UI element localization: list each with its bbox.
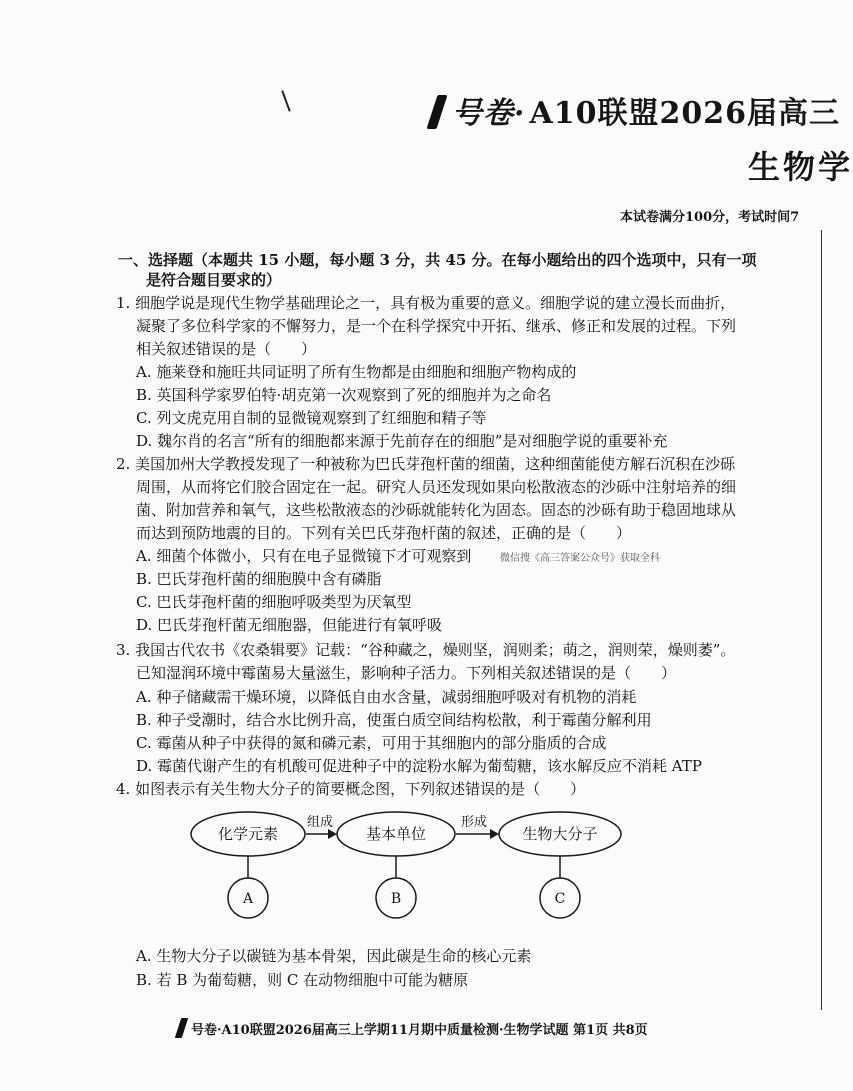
q3-stem: 3. 我国古代农书《农桑辑要》记载：“谷种藏之，燥则坚，润则柔；萌之，润则荣，燥则萎”。 [116, 641, 736, 659]
circle-a-label: A [242, 891, 254, 907]
q2-option-a: A. 细菌个体微小，只有在电子显微镜下才可观察到 [136, 547, 472, 565]
brand-script: 号卷· [452, 96, 526, 131]
arrowhead-2 [490, 829, 499, 839]
section-title-cont: 是符合题目要求的） [146, 271, 282, 289]
q2-stem-2: 周围，从而将它们胶合固定在一起。研究人员还发现如果向松散液态的沙砾中注射培养的细 [136, 478, 737, 496]
q2-option-b: B. 巴氏芽孢杆菌的细胞膜中含有磷脂 [136, 570, 382, 588]
circle-b-label: B [390, 891, 402, 907]
brand-title-text: A10联盟2026届高三 [529, 96, 840, 131]
q1-stem: 1. 细胞学说是现代生物学基础理论之一，具有极为重要的意义。细胞学说的建立漫长而曲折， [116, 294, 736, 312]
q2-option-c: C. 巴氏芽孢杆菌的细胞呼吸类型为厌氧型 [136, 593, 412, 611]
watermark-text: 微信搜《高三答案公众号》获取全科 [500, 553, 660, 564]
q2-stem-4: 而达到预防地震的目的。下列有关巴氏芽孢杆菌的叙述，正确的是（ ） [136, 524, 632, 542]
page-footer [178, 1018, 648, 1038]
q4-option-b: B. 若 B 为葡萄糖，则 C 在动物细胞中可能为糖原 [136, 971, 469, 989]
edge-label-1: 组成 [306, 815, 334, 830]
q2-option-d: D. 巴氏芽孢杆菌无细胞器，但能进行有氧呼吸 [136, 616, 443, 634]
q1-option-d: D. 魏尔肖的名言“所有的细胞都来源于先前存在的细胞”是对细胞学说的重要补充 [136, 432, 668, 450]
q3-stem-2: 已知湿润环境中霉菌易大量滋生，影响种子活力。下列相关叙述错误的是（ ） [136, 664, 677, 682]
section-title: 一、选择题（本题共 15 小题，每小题 3 分，共 45 分。在每小题给出的四个选项中，只有一项 [118, 251, 757, 269]
q4-stem: 4. 如图表示有关生物大分子的简要概念图，下列叙述错误的是（ ） [116, 780, 586, 798]
q1-option-a: A. 施莱登和施旺共同证明了所有生物都是由细胞和细胞产物构成的 [136, 363, 577, 381]
circle-c-label: C [554, 891, 566, 907]
q3-option-c: C. 霉菌从种子中获得的氮和磷元素，可用于其细胞内的部分脂质的合成 [136, 734, 607, 752]
q1-option-c: C. 列文虎克用自制的显微镜观察到了红细胞和精子等 [136, 409, 487, 427]
subject-title: 生物学 [748, 148, 853, 186]
edge-label-2: 形成 [460, 815, 488, 830]
footer-text: 号卷·A10联盟2026届高三上学期11月期中质量检测·生物学试题 第1页 共8页 [191, 1023, 648, 1038]
node-basic-units-label: 基本单位 [365, 825, 427, 843]
arrowhead-1 [328, 829, 337, 839]
q1-option-b: B. 英国科学家罗伯特·胡克第一次观察到了死的细胞并为之命名 [136, 386, 552, 404]
node-chemical-elements-label: 化学元素 [217, 825, 279, 843]
q2-stem: 2. 美国加州大学教授发现了一种被称为巴氏芽孢杆菌的细菌，这种细菌能使方解石沉积在沙砾 [116, 455, 736, 473]
node-macromolecule-label: 生物大分子 [522, 825, 598, 843]
exam-info: 本试卷满分100分，考试时间7 [620, 210, 800, 225]
q2-stem-3: 菌、附加营养和氧气，这些松散液态的沙砾就能转化为固态。固态的沙砾有助于稳固地球从 [136, 501, 737, 519]
q4-option-a: A. 生物大分子以碳链为基本骨架，因此碳是生命的核心元素 [136, 947, 532, 965]
q3-option-b: B. 种子受潮时，结合水比例升高，使蛋白质空间结构松散，利于霉菌分解利用 [136, 711, 652, 729]
q3-option-d: D. 霉菌代谢产生的有机酸可促进种子中的淀粉水解为葡萄糖，该水解反应不消耗 ATP [136, 757, 702, 775]
q1-stem-2: 凝聚了多位科学家的不懈努力，是一个在科学探究中开拓、继承、修正和发展的过程。下列 [136, 317, 737, 335]
q3-option-a: A. 种子储藏需干燥环境，以降低自由水含量，减弱细胞呼吸对有机物的消耗 [136, 688, 637, 706]
q1-stem-3: 相关叙述错误的是（ ） [136, 340, 317, 358]
